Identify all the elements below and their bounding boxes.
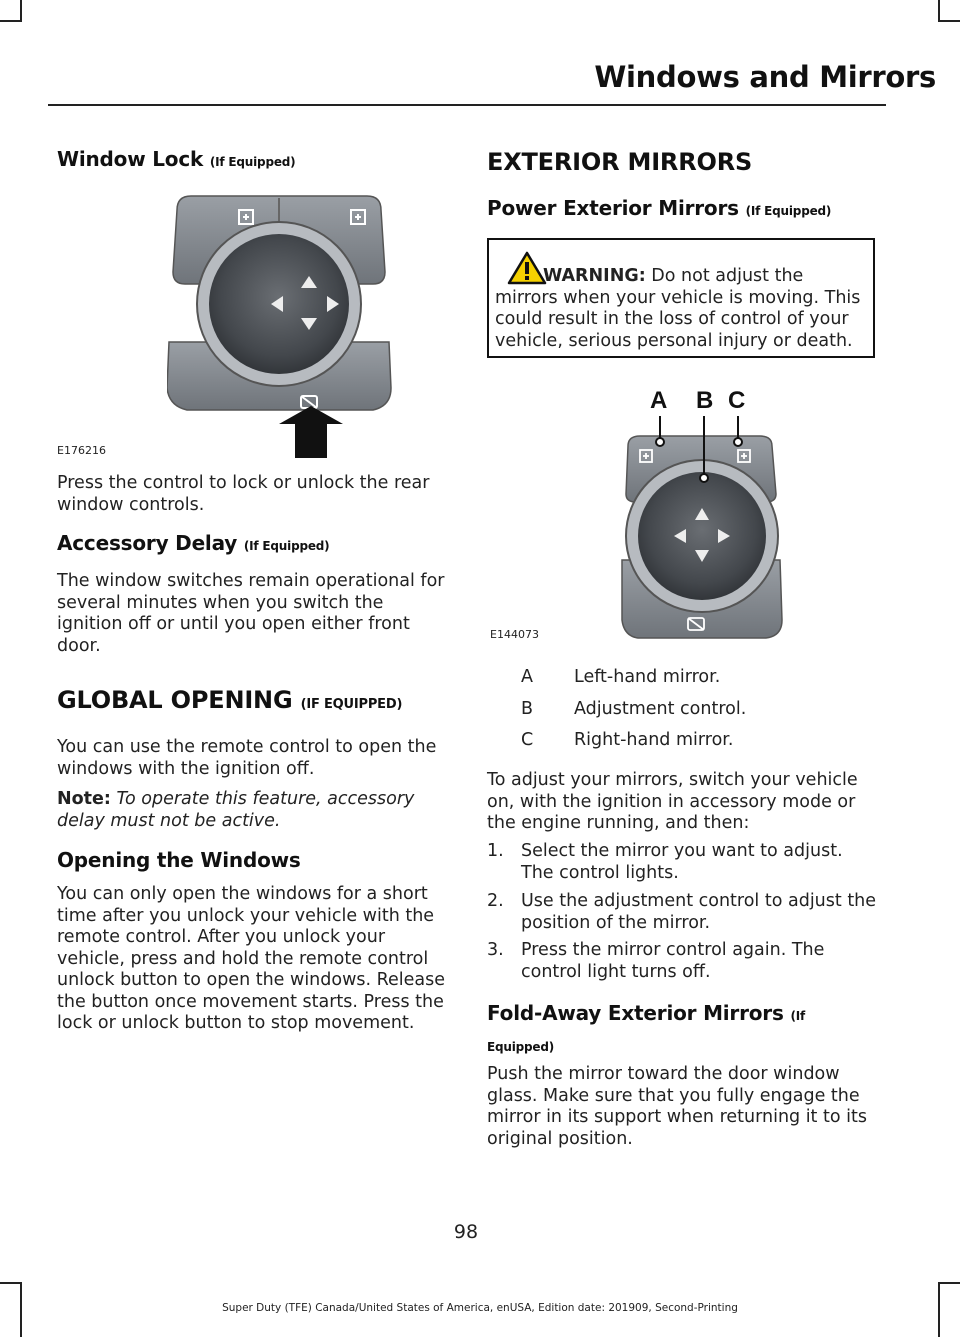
fold-away-heading: Fold-Away Exterior Mirrors (If Equipped) <box>487 1001 806 1054</box>
legend-key: B <box>521 699 534 719</box>
if-equipped-tag: (IF EQUIPPED) <box>300 697 403 712</box>
warning-triangle-icon <box>507 251 547 285</box>
if-equipped-tag: (If Equipped) <box>209 155 296 169</box>
legend-value: Left-hand mirror. <box>574 667 721 687</box>
adjust-intro-text: To adjust your mirrors, switch your vehicle on, with the ignition in accessory mode or the engine running, and then: <box>487 770 858 833</box>
figure-code: E144073 <box>490 628 539 641</box>
window-lock-control-figure <box>167 192 427 468</box>
crop-mark <box>938 20 960 22</box>
if-equipped-tag: (If Equipped) <box>745 204 832 218</box>
step-text: Press the mirror control again. The control light turns off. <box>521 940 825 982</box>
if-equipped-tag: Equipped) <box>487 1040 555 1054</box>
mirror-control-figure <box>600 384 790 646</box>
step-text: Use the adjustment control to adjust the position of the mirror. <box>521 891 877 933</box>
crop-mark <box>0 20 22 22</box>
opening-windows-heading: Opening the Windows <box>57 848 301 872</box>
accessory-delay-heading: Accessory Delay (If Equipped) <box>57 531 330 555</box>
header-divider <box>48 104 886 106</box>
global-opening-note <box>57 789 449 832</box>
exterior-mirrors-heading: EXTERIOR MIRRORS <box>487 148 753 176</box>
power-mirrors-heading: Power Exterior Mirrors (If Equipped) <box>487 196 832 220</box>
window-lock-text: Press the control to lock or unlock the rear window controls. <box>57 473 430 515</box>
if-equipped-tag: (If Equipped) <box>243 539 330 553</box>
fold-away-text: Push the mirror toward the door window glass. Make sure that you fully engage the mirror in its support when returning it to its original position. <box>487 1064 867 1149</box>
legend-key: C <box>521 730 534 750</box>
step-text: Select the mirror you want to adjust. The control lights. <box>521 841 843 883</box>
step-number: 3. <box>487 940 504 960</box>
note-text: To operate this feature, accessory delay must not be active. <box>57 789 415 831</box>
global-opening-heading: GLOBAL OPENING (IF EQUIPPED) <box>57 686 403 714</box>
accessory-delay-text: The window switches remain operational for several minutes when you switch the ignition off or until you open either front door. <box>57 571 445 656</box>
step-number: 2. <box>487 891 504 911</box>
crop-mark <box>0 1282 22 1284</box>
crop-mark <box>938 0 940 22</box>
legend-value: Adjustment control. <box>574 699 747 719</box>
footer-edition: Super Duty (TFE) Canada/United States of America, enUSA, Edition date: 201909, Second-Printing <box>222 1302 738 1314</box>
legend-value: Right-hand mirror. <box>574 730 734 750</box>
callout-b: B <box>696 387 714 414</box>
crop-mark <box>20 0 22 22</box>
figure-code: E176216 <box>57 444 106 457</box>
window-lock-heading: Window Lock (If Equipped) <box>57 147 296 171</box>
step-number: 1. <box>487 841 504 861</box>
page-number: 98 <box>453 1221 479 1243</box>
opening-windows-text: You can only open the windows for a short time after you unlock your vehicle with the remote control. After you unlock your vehicle, press and hold the remote control unlock button to open the windows. Release the button once movement starts. Press the lock or unlock button to stop movement. <box>57 884 446 1033</box>
note-label: Note: <box>57 789 111 809</box>
warning-label: WARNING: <box>543 266 646 286</box>
warning-text: WARNING: Do not adjust the mirrors when your vehicle is moving. This could result in the loss of control of your vehicle, serious personal injury or death. <box>495 266 861 351</box>
page-title: Windows and Mirrors <box>594 60 936 94</box>
crop-mark <box>938 1282 960 1284</box>
callout-c: C <box>728 387 746 414</box>
legend-key: A <box>521 667 533 687</box>
global-opening-text: You can use the remote control to open the windows with the ignition off. <box>57 737 437 779</box>
warning-box <box>487 238 875 358</box>
if-equipped-tag: (If <box>790 1009 806 1023</box>
callout-a: A <box>650 387 668 414</box>
